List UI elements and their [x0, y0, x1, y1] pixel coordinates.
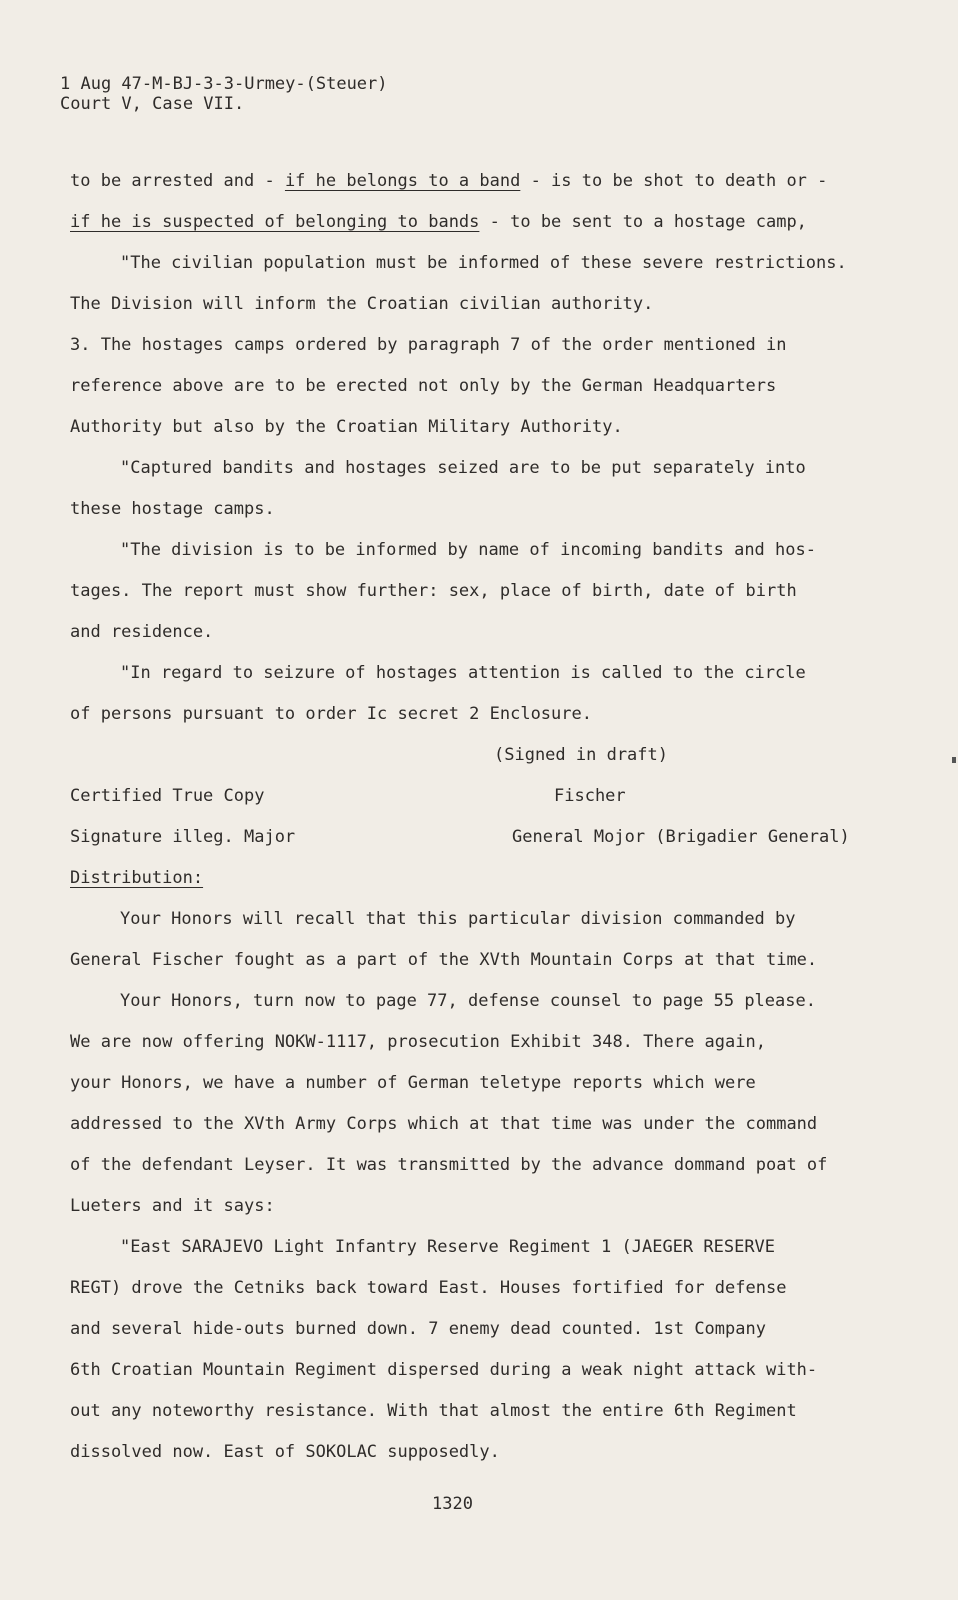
- narrative-line: "East SARAJEVO Light Infantry Reserve Regiment 1 (JAEGER RESERVE: [120, 1237, 776, 1257]
- signer-rank: General Mojor (Brigadier General): [512, 827, 850, 847]
- order-line: [70, 171, 827, 191]
- underlined-phrase: if he is suspected of belonging to bands: [70, 212, 480, 232]
- narrative-line: Lueters and it says:: [70, 1196, 275, 1216]
- order-line: reference above are to be erected not only by the German Headquarters: [70, 376, 777, 396]
- underlined-phrase: if he belongs to a band: [284, 171, 521, 191]
- narrative-line: out any noteworthy resistance. With that almost the entire 6th Regiment: [70, 1401, 797, 1421]
- narrative-line: Your Honors will recall that this particular division commanded by: [120, 909, 796, 929]
- order-line: of persons pursuant to order Ic secret 2 Enclosure.: [70, 704, 592, 724]
- page-number: 1320: [432, 1494, 473, 1514]
- narrative-line: 6th Croatian Mountain Regiment dispersed during a weak night attack with-: [70, 1360, 818, 1380]
- text-span: - to be sent to a hostage camp,: [479, 212, 807, 232]
- order-line: [70, 212, 807, 232]
- order-line: 3. The hostages camps ordered by paragraph 7 of the order mentioned in: [70, 335, 787, 355]
- order-line: "The civilian population must be informed of these severe restrictions.: [120, 253, 847, 273]
- margin-mark: [952, 757, 956, 763]
- narrative-line: and several hide-outs burned down. 7 enemy dead counted. 1st Company: [70, 1319, 766, 1339]
- narrative-line: Your Honors, turn now to page 77, defense counsel to page 55 please.: [120, 991, 816, 1011]
- narrative-line: your Honors, we have a number of German teletype reports which were: [70, 1073, 756, 1093]
- distribution-heading: Distribution:: [70, 868, 204, 888]
- text-span: - is to be shot to death or -: [520, 171, 828, 191]
- order-line: The Division will inform the Croatian civilian authority.: [70, 294, 654, 314]
- narrative-line: REGT) drove the Cetniks back toward East. Houses fortified for defense: [70, 1278, 787, 1298]
- signed-in-draft: (Signed in draft): [494, 745, 668, 765]
- signature-illegible: Signature illeg. Major: [70, 827, 296, 847]
- order-line: these hostage camps.: [70, 499, 275, 519]
- order-line: "In regard to seizure of hostages attention is called to the circle: [120, 663, 806, 683]
- order-line: and residence.: [70, 622, 214, 642]
- narrative-line: General Fischer fought as a part of the XVth Mountain Corps at that time.: [70, 950, 818, 970]
- document-header: [60, 74, 388, 114]
- header-court-case: Court V, Case VII.: [60, 94, 245, 114]
- header-reference: 1 Aug 47-M-BJ-3-3-Urmey-(Steuer): [60, 74, 388, 94]
- certified-true-copy: Certified True Copy: [70, 786, 265, 806]
- order-line: "Captured bandits and hostages seized are to be put separately into: [120, 458, 806, 478]
- signer-name: Fischer: [554, 786, 626, 806]
- order-line: Authority but also by the Croatian Military Authority.: [70, 417, 623, 437]
- narrative-line: We are now offering NOKW-1117, prosecution Exhibit 348. There again,: [70, 1032, 766, 1052]
- narrative-line: addressed to the XVth Army Corps which at that time was under the command: [70, 1114, 818, 1134]
- narrative-line: of the defendant Leyser. It was transmitted by the advance dommand poat of: [70, 1155, 828, 1175]
- order-line: "The division is to be informed by name of incoming bandits and hos-: [120, 540, 816, 560]
- narrative-line: dissolved now. East of SOKOLAC supposedly.: [70, 1442, 500, 1462]
- order-line: tages. The report must show further: sex, place of birth, date of birth: [70, 581, 797, 601]
- text-span: to be arrested and -: [70, 171, 285, 191]
